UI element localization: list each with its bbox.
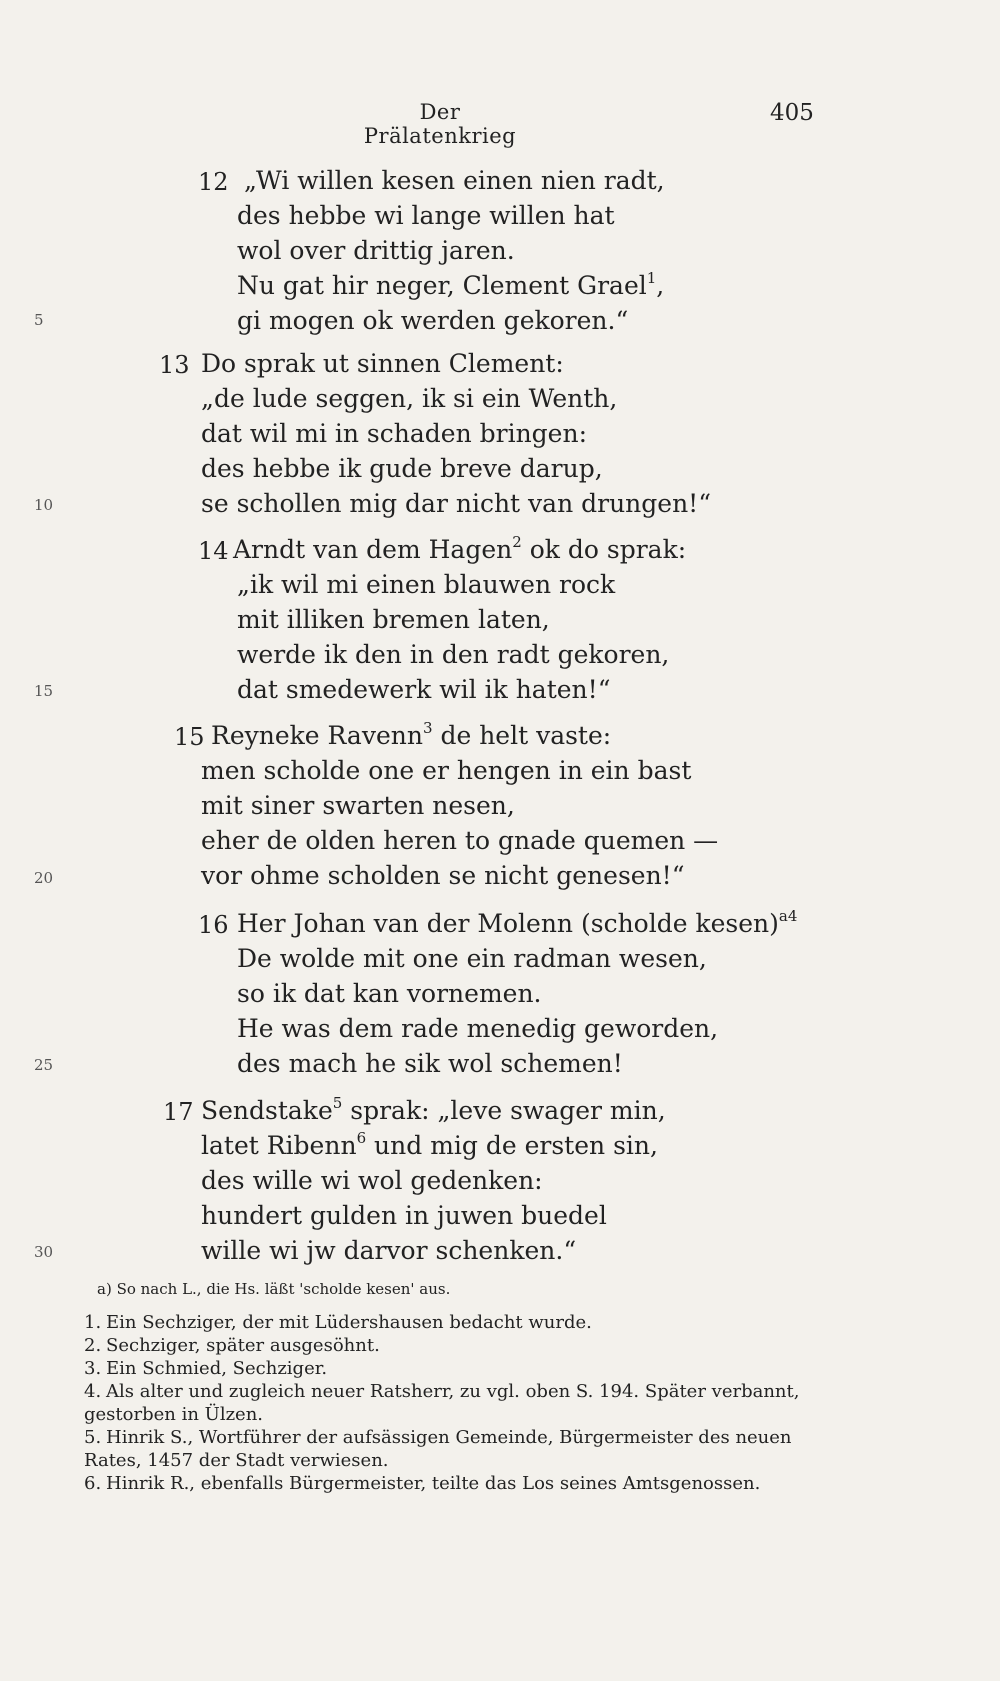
line-number: 5 — [34, 311, 44, 329]
verse-line: „Wi willen kesen einen nien radt, — [244, 166, 665, 195]
verse-line: mit illiken bremen laten, — [237, 605, 550, 634]
verse-line: des wille wi wol gedenken: — [201, 1166, 543, 1195]
footnote: 1. Ein Sechziger, der mit Lüdershausen bedacht wurde. — [84, 1312, 592, 1333]
verse-line: Do sprak ut sinnen Clement: — [201, 349, 564, 378]
verse-line: eher de olden heren to gnade quemen — — [201, 826, 719, 855]
verse-line: se schollen mig dar nicht van drungen!“ — [201, 489, 711, 518]
line-number: 15 — [34, 682, 54, 700]
verse-line: „de lude seggen, ik si ein Wenth, — [201, 384, 618, 413]
running-head: Der Prälatenkrieg — [363, 100, 517, 148]
verse-line: latet Ribenn$^6$ und mig de ersten sin, — [201, 1129, 658, 1160]
verse-line: so ik dat kan vornemen. — [237, 979, 542, 1008]
line-number: 10 — [34, 496, 54, 514]
verse-line: hundert gulden in juwen buedel — [201, 1201, 607, 1230]
verse-line: Her Johan van der Molenn (scholde kesen)$^{a4}$ — [237, 907, 798, 938]
footnote-ref: 6 — [356, 1129, 367, 1147]
verse-line: Sendstake$^5$ sprak: „leve swager min, — [201, 1094, 666, 1125]
verse-line: „ik wil mi einen blauwen rock — [237, 570, 616, 599]
stanza-number: 12 — [198, 168, 229, 196]
footnote-ref: 4 — [787, 907, 798, 925]
footnote: 2. Sechziger, später ausgesöhnt. — [84, 1335, 380, 1356]
footnote: 4. Als alter und zugleich neuer Ratsherr, zu vgl. oben S. 194. Später verbannt, gestorben in Ülzen. — [84, 1381, 800, 1425]
stanza-number: 17 — [163, 1098, 194, 1126]
verse-line: wille wi jw darvor schenken.“ — [201, 1236, 577, 1265]
variant-mark: a — [778, 907, 788, 925]
verse-line: wol over drittig jaren. — [237, 236, 515, 265]
footnote: 3. Ein Schmied, Sechziger. — [84, 1358, 328, 1379]
verse-line: dat smedewerk wil ik haten!“ — [237, 675, 611, 704]
footnote: 6. Hinrik R., ebenfalls Bürgermeister, teilte das Los seines Amtsgenossen. — [84, 1473, 761, 1494]
variant-note: a) So nach L., die Hs. läßt 'scholde kesen' aus. — [97, 1280, 451, 1298]
verse-line: dat wil mi in schaden bringen: — [201, 419, 587, 448]
verse-line: des hebbe wi lange willen hat — [237, 201, 615, 230]
verse-line: werde ik den in den radt gekoren, — [237, 640, 670, 669]
stanza-number: 14 — [198, 537, 229, 565]
verse-line: He was dem rade menedig geworden, — [237, 1014, 719, 1043]
footnote-ref: 1 — [646, 269, 657, 287]
line-number: 30 — [34, 1243, 54, 1261]
footnote: 5. Hinrik S., Wortführer der aufsässigen Gemeinde, Bürgermeister des neuen Rates, 1457 der Stadt verwiesen. — [84, 1427, 792, 1471]
verse-line: vor ohme scholden se nicht genesen!“ — [201, 861, 685, 890]
verse-line: Arndt van dem Hagen$^2$ ok do sprak: — [233, 533, 687, 564]
footnote-ref: 5 — [332, 1094, 343, 1112]
footnote-ref: 3 — [422, 719, 433, 737]
verse-line: gi mogen ok werden gekoren.“ — [237, 306, 629, 335]
page-number: 405 — [770, 100, 814, 126]
stanza-number: 16 — [198, 911, 229, 939]
stanza-number: 13 — [159, 351, 190, 379]
verse-line: De wolde mit one ein radman wesen, — [237, 944, 707, 973]
verse-line: des hebbe ik gude breve darup, — [201, 454, 603, 483]
line-number: 20 — [34, 869, 54, 887]
stanza-number: 15 — [174, 723, 205, 751]
verse-line: des mach he sik wol schemen! — [237, 1049, 623, 1078]
line-number: 25 — [34, 1056, 54, 1074]
verse-line: Nu gat hir neger, Clement Grael$^1$, — [237, 269, 665, 300]
verse-line: Reyneke Ravenn$^3$ de helt vaste: — [211, 719, 612, 750]
verse-line: men scholde one er hengen in ein bast — [201, 756, 692, 785]
footnote-ref: 2 — [512, 533, 522, 551]
verse-line: mit siner swarten nesen, — [201, 791, 515, 820]
